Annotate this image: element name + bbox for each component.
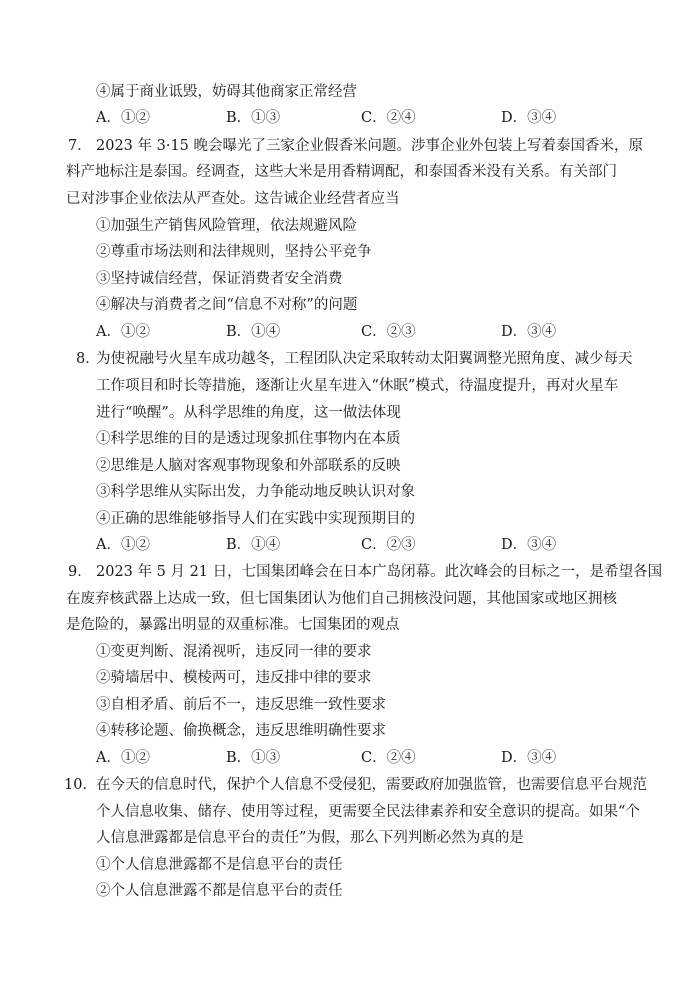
q9-option-d: D．③④ — [501, 750, 557, 766]
q8-option-b: B．①④ — [226, 537, 281, 553]
q8-item-1: ①科学思维的目的是透过现象抓住事物内在本质 — [96, 431, 401, 447]
q9-number: 9． — [68, 564, 92, 580]
q8-option-a: A．①② — [96, 537, 150, 553]
q8-number: 8． — [76, 351, 100, 367]
q7-options — [96, 322, 566, 342]
q8-stem-line-1: 为使祝融号火星车成功越冬，工程团队决定采取转动太阳翼调整光照角度、减少每天 — [96, 351, 633, 367]
q7-item-4: ④解决与消费者之间“信息不对称”的问题 — [96, 297, 358, 313]
q9-option-c: C．②④ — [361, 750, 416, 766]
q7-stem-line-3: 已对涉事企业依法从严查处。这告诫企业经营者应当 — [66, 191, 400, 207]
q7-stem-line-2: 料产地标注是泰国。经调查，这些大米是用香精调配，和泰国香米没有关系。有关部门 — [66, 164, 617, 180]
q9-option-a: A．①② — [96, 750, 150, 766]
q9-options — [96, 748, 566, 768]
q8-options — [96, 535, 566, 555]
q7-stem-line-1: 2023 年 3·15 晚会曝光了三家企业假香米问题。涉事企业外包装上写着泰国香米，原 — [96, 138, 644, 154]
q9-option-b: B．①③ — [226, 750, 281, 766]
q9-stem-line-2: 在废弃核武器上达成一致，但七国集团认为他们自己拥核没问题，其他国家或地区拥核 — [66, 591, 617, 607]
q8-item-3: ③科学思维从实际出发，力争能动地反映认识对象 — [96, 484, 415, 500]
q9-item-4: ④转移论题、偷换概念，违反思维明确性要求 — [96, 723, 386, 739]
q10-number: 10． — [64, 777, 97, 793]
q10-stem-line-2: 个人信息收集、储存、使用等过程，更需要全民法律素养和安全意识的提高。如果“个 — [96, 804, 640, 820]
q9-stem-line-1: 2023 年 5 月 21 日，七国集团峰会在日本广岛闭幕。此次峰会的目标之一，是希望各国 — [96, 564, 663, 580]
q8-stem-line-2: 工作项目和时长等措施，逐渐让火星车进入“休眠”模式，待温度提升，再对火星车 — [96, 378, 619, 394]
q9-item-3: ③自相矛盾、前后不一，违反思维一致性要求 — [96, 697, 386, 713]
q9-item-1: ①变更判断、混淆视听，违反同一律的要求 — [96, 644, 372, 660]
q8-option-c: C．②③ — [361, 537, 416, 553]
q6-option-c: C．②④ — [361, 110, 416, 126]
q9-stem-line-3: 是危险的，暴露出明显的双重标准。七国集团的观点 — [66, 617, 400, 633]
q7-item-1: ①加强生产销售风险管理，依法规避风险 — [96, 218, 357, 234]
q6-options — [96, 108, 566, 128]
q7-item-3: ③坚持诚信经营，保证消费者安全消费 — [96, 271, 343, 287]
q7-option-c: C．②③ — [361, 324, 416, 340]
q9-item-2: ②骑墙居中、模棱两可，违反排中律的要求 — [96, 670, 372, 686]
q7-option-a: A．①② — [96, 324, 150, 340]
q7-item-2: ②尊重市场法则和法律规则，坚持公平竞争 — [96, 244, 372, 260]
q8-option-d: D．③④ — [501, 537, 557, 553]
q6-option-d: D．③④ — [501, 110, 557, 126]
q6-option-b: B．①③ — [226, 110, 281, 126]
q7-option-d: D．③④ — [501, 324, 557, 340]
q6-option-a: A．①② — [96, 110, 150, 126]
q10-stem-line-3: 人信息泄露都是信息平台的责任”为假，那么下列判断必然为真的是 — [96, 830, 524, 846]
q8-stem-line-3: 进行“唤醒”。从科学思维的角度，这一做法体现 — [96, 405, 401, 421]
q10-item-2: ②个人信息泄露不都是信息平台的责任 — [96, 883, 343, 899]
q10-item-1: ①个人信息泄露都不是信息平台的责任 — [96, 857, 343, 873]
q8-item-4: ④正确的思维能够指导人们在实践中实现预期目的 — [96, 511, 415, 527]
q7-number: 7． — [68, 138, 92, 154]
q7-option-b: B．①④ — [226, 324, 281, 340]
q8-item-2: ②思维是人脑对客观事物现象和外部联系的反映 — [96, 458, 401, 474]
q6-item-4: ④属于商业诋毁，妨碍其他商家正常经营 — [96, 84, 357, 100]
q10-stem-line-1: 在今天的信息时代，保护个人信息不受侵犯，需要政府加强监管，也需要信息平台规范 — [96, 777, 647, 793]
